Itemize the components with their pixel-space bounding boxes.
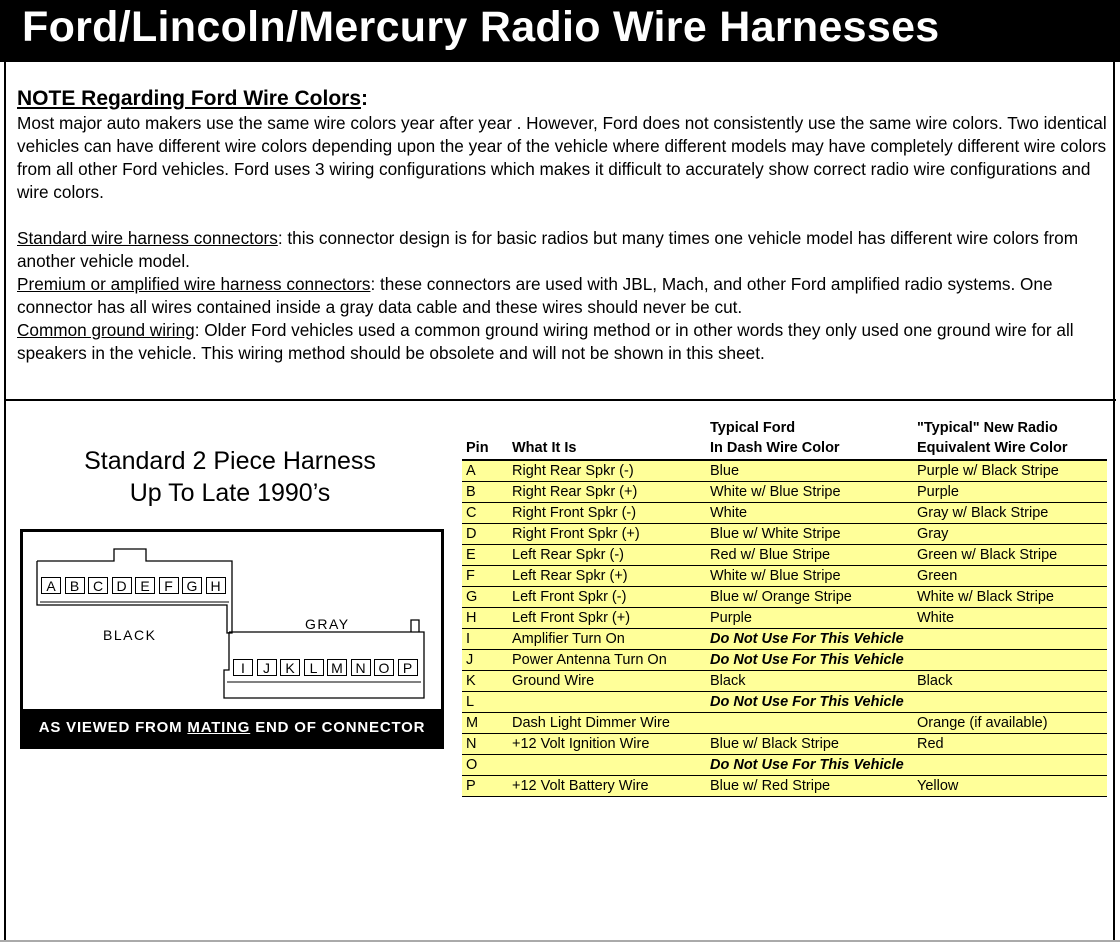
cell-new-radio-color: Gray w/ Black Stripe [913,503,1107,524]
bottom-edge [0,940,1120,942]
cell-pin: M [462,713,508,734]
cell-new-radio-color: Black [913,671,1107,692]
cell-ford-color: Blue w/ White Stripe [706,524,913,545]
cell-what: Power Antenna Turn On [508,650,706,671]
cell-pin: O [462,755,508,776]
cell-do-not-use: Do Not Use For This Vehicle [706,629,1107,650]
table-row [462,608,1107,629]
table-row [462,671,1107,692]
table-row [462,460,1107,482]
cell-new-radio-color: Orange (if available) [913,713,1107,734]
gray-connector-pin-j: J [257,659,277,676]
gray-connector-pin-p: P [398,659,418,676]
note-item-premium: Premium or amplified wire harness connectors: these connectors are used with JBL, Mach, and other Ford amplified radio systems. One connector has all wires contained inside a gray data cable and these wires should never be cut. [17,274,1053,317]
note-heading: NOTE Regarding Ford Wire Colors: [17,87,368,110]
cell-pin: K [462,671,508,692]
table-row [462,713,1107,734]
black-connector-pin-d: D [112,577,132,594]
table-row [462,734,1107,755]
cell-pin: H [462,608,508,629]
table-row [462,650,1107,671]
cell-ford-color: Blue w/ Red Stripe [706,776,913,797]
cell-what: Right Front Spkr (+) [508,524,706,545]
cell-pin: D [462,524,508,545]
harness-title: Standard 2 Piece Harness Up To Late 1990’s [84,447,376,507]
cell-new-radio-color: Green [913,566,1107,587]
black-connector-pin-b: B [65,577,85,594]
black-connector-pin-f: F [159,577,179,594]
cell-ford-color: White [706,503,913,524]
cell-what: Dash Light Dimmer Wire [508,713,706,734]
cell-ford-color: Blue [706,460,913,482]
table-row [462,755,1107,776]
table-row [462,692,1107,713]
cell-what [508,692,706,713]
header-ford: Typical Ford In Dash Wire Color [706,418,913,460]
cell-what [508,755,706,776]
cell-ford-color: White w/ Blue Stripe [706,482,913,503]
cell-pin: C [462,503,508,524]
table-row [462,503,1107,524]
black-connector-pin-e: E [135,577,155,594]
page-title: Ford/Lincoln/Mercury Radio Wire Harnesses [22,3,940,51]
cell-pin: P [462,776,508,797]
cell-what: Left Front Spkr (-) [508,587,706,608]
cell-ford-color: Purple [706,608,913,629]
header-pin: Pin [462,418,508,460]
gray-connector-pin-i: I [233,659,253,676]
cell-ford-color: White w/ Blue Stripe [706,566,913,587]
cell-pin: F [462,566,508,587]
cell-what: Left Rear Spkr (+) [508,566,706,587]
cell-what: Ground Wire [508,671,706,692]
gray-connector-pin-m: M [327,659,347,676]
black-connector-pin-c: C [88,577,108,594]
black-connector-pin-g: G [182,577,202,594]
gray-connector-outline [224,632,424,698]
connector-diagram-canvas [23,532,441,709]
cell-pin: B [462,482,508,503]
note-item-common-ground: Common ground wiring: Older Ford vehicles used a common ground wiring method or in other words they only used one ground wire for all speakers in the vehicle. This wiring method should be obsolete and will not be shown in this sheet. [17,320,1074,363]
cell-ford-color: Red w/ Blue Stripe [706,545,913,566]
gray-connector-pin-k: K [280,659,300,676]
gray-connector-pin-n: N [351,659,371,676]
table-row [462,524,1107,545]
notes-section [17,86,1107,365]
cell-new-radio-color: Purple [913,482,1107,503]
cell-pin: I [462,629,508,650]
diagram-caption: AS VIEWED FROM MATING END OF CONNECTOR [38,719,426,736]
cell-pin: G [462,587,508,608]
cell-what: Left Front Spkr (+) [508,608,706,629]
cell-new-radio-color: Yellow [913,776,1107,797]
header-new-radio: "Typical" New Radio Equivalent Wire Color [913,418,1107,460]
cell-new-radio-color: Purple w/ Black Stripe [913,460,1107,482]
cell-what: Right Rear Spkr (+) [508,482,706,503]
title-bar [0,0,1120,62]
cell-pin: J [462,650,508,671]
black-connector-pin-a: A [41,577,61,594]
gray-connector-label: GRAY [305,616,350,632]
section-divider [4,399,1116,401]
cell-do-not-use: Do Not Use For This Vehicle [706,755,1107,776]
cell-what: +12 Volt Ignition Wire [508,734,706,755]
table-row [462,566,1107,587]
header-what: What It Is [508,418,706,460]
table-row [462,587,1107,608]
table-header-row [462,418,1107,460]
cell-new-radio-color: White w/ Black Stripe [913,587,1107,608]
cell-pin: A [462,460,508,482]
cell-new-radio-color: Red [913,734,1107,755]
cell-do-not-use: Do Not Use For This Vehicle [706,692,1107,713]
cell-ford-color: Blue w/ Black Stripe [706,734,913,755]
cell-pin: L [462,692,508,713]
gray-connector-pin-l: L [304,659,324,676]
table-row [462,629,1107,650]
cell-what: +12 Volt Battery Wire [508,776,706,797]
cell-do-not-use: Do Not Use For This Vehicle [706,650,1107,671]
note-item-standard: Standard wire harness connectors: this connector design is for basic radios but many times one vehicle model has different wire colors from another vehicle model. [17,228,1079,271]
cell-new-radio-color: Gray [913,524,1107,545]
note-paragraph: Most major auto makers use the same wire colors year after year . However, Ford does not consistently use the same wire colors. Two identical vehicles can have different wire colors depending upon the year of the vehicle where different models may have completely different wire colors from all other Ford vehicles. Ford uses 3 wiring configurations which makes it difficult to accurately show correct radio wire configurations and wire colors. [17,113,1107,202]
cell-what: Right Front Spkr (-) [508,503,706,524]
cell-new-radio-color: White [913,608,1107,629]
cell-ford-color: Blue w/ Orange Stripe [706,587,913,608]
pinout-table [462,418,1107,797]
connector-diagram [20,529,444,749]
connector-outlines [23,532,441,709]
cell-pin: N [462,734,508,755]
cell-ford-color [706,713,913,734]
gray-connector-pin-o: O [374,659,394,676]
black-connector-label: BLACK [103,627,157,643]
cell-what: Right Rear Spkr (-) [508,460,706,482]
black-connector-pin-h: H [206,577,226,594]
cell-pin: E [462,545,508,566]
cell-what: Left Rear Spkr (-) [508,545,706,566]
table-row [462,776,1107,797]
table-row [462,545,1107,566]
table-row [462,482,1107,503]
cell-new-radio-color: Green w/ Black Stripe [913,545,1107,566]
cell-what: Amplifier Turn On [508,629,706,650]
cell-ford-color: Black [706,671,913,692]
